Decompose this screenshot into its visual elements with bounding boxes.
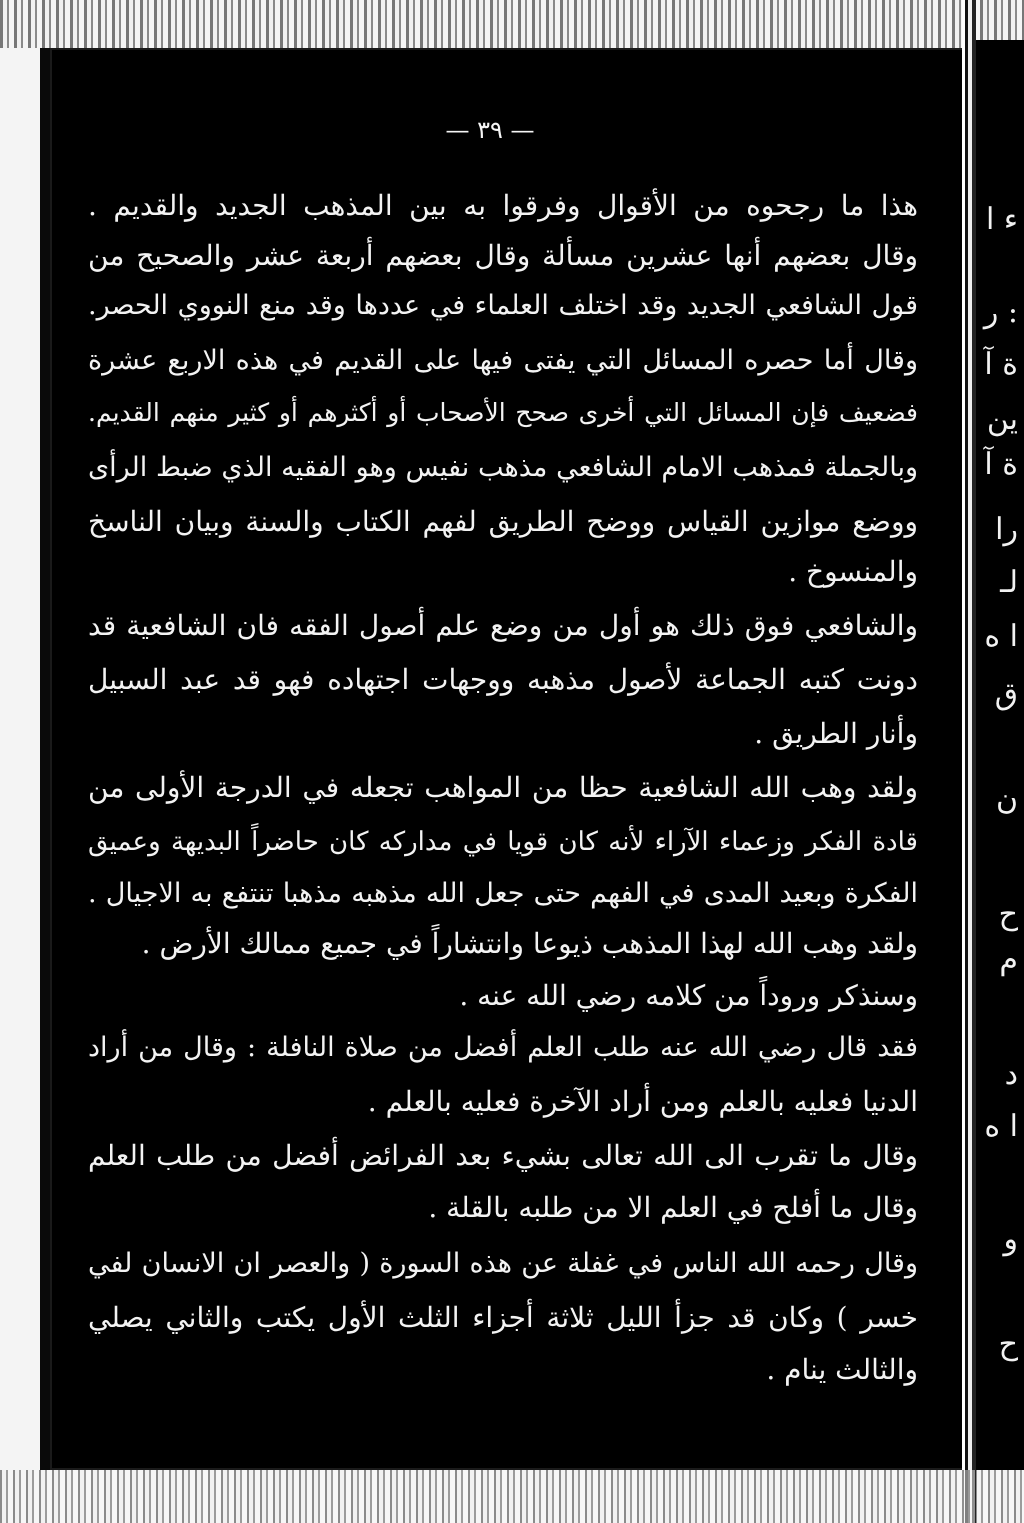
- adjacent-text-fragment: ح: [998, 897, 1018, 932]
- text-line: الفكرة وبعيد المدى في الفهم حتى جعل الله مذهبه مذهبا تنتفع به الاجيال .: [88, 878, 918, 909]
- text-line: هذا ما رجحوه من الأقوال وفرقوا به بين المذهب الجديد والقديم .: [88, 189, 918, 222]
- adjacent-text-fragment: ة آ: [984, 447, 1018, 482]
- adjacent-text-fragment: را: [995, 512, 1018, 547]
- adjacent-text-fragment: و: [1003, 1222, 1018, 1257]
- adjacent-text-fragment: لـ: [1000, 565, 1018, 600]
- adjacent-text-fragment: ق: [994, 677, 1018, 712]
- page-gutter: [962, 0, 976, 1523]
- adjacent-text-fragment: : ر: [983, 295, 1018, 330]
- text-line: وسنذكر وروداً من كلامه رضي الله عنه .: [459, 979, 918, 1012]
- text-line: قول الشافعي الجديد وقد اختلف العلماء في عددها وقد منع النووي الحصر.: [88, 290, 918, 321]
- adjacent-page-edge: [976, 40, 1024, 1470]
- text-line: ولقد وهب الله لهذا المذهب ذيوعا وانتشاراً في جميع ممالك الأرض .: [141, 927, 918, 960]
- adjacent-text-fragment: د: [1004, 1057, 1018, 1092]
- text-line: الدنيا فعليه بالعلم ومن أراد الآخرة فعليه بالعلم .: [367, 1085, 918, 1118]
- adjacent-text-fragment: ا ه: [984, 619, 1018, 654]
- text-line: قادة الفكر وزعماء الآراء لأنه كان قويا في مداركه كان حاضراً البديهة وعميق: [88, 827, 918, 857]
- adjacent-text-fragment: ح: [998, 1327, 1018, 1362]
- text-line: خسر ) وكان قد جزأ الليل ثلاثة أجزاء الثلث الأول يكتب والثاني يصلي: [88, 1301, 918, 1334]
- page-number: — ٣٩ —: [445, 116, 535, 144]
- text-line: فضعيف فإن المسائل التي أخرى صحح الأصحاب أو أكثرهم أو كثير منهم القديم.: [88, 398, 918, 427]
- text-line: والمنسوخ .: [788, 555, 918, 588]
- text-line: والشافعي فوق ذلك هو أول من وضع علم أصول الفقه فان الشافعية قد: [88, 609, 918, 642]
- adjacent-text-fragment: ا ه: [984, 1109, 1018, 1144]
- scan-border-top: [0, 0, 1024, 48]
- text-line: وقال أما حصره المسائل التي يفتى فيها على القديم في هذه الاربع عشرة: [88, 345, 918, 376]
- adjacent-text-fragment: ن: [995, 782, 1018, 817]
- text-line: ولقد وهب الله الشافعية حظا من المواهب تجعله في الدرجة الأولى من: [88, 771, 918, 804]
- adjacent-text-fragment: ين: [986, 402, 1018, 437]
- text-line: وبالجملة فمذهب الامام الشافعي مذهب نفيس وهو الفقيه الذي ضبط الرأى: [88, 452, 918, 483]
- scan-border-bottom: [0, 1470, 1024, 1523]
- text-line: وقال بعضهم أنها عشرين مسألة وقال بعضهم أربعة عشر والصحيح من: [88, 239, 918, 272]
- text-line: وقال رحمه الله الناس في غفلة عن هذه السورة ( والعصر ان الانسان لفي: [88, 1248, 918, 1279]
- text-line: والثالث ينام .: [766, 1353, 918, 1386]
- adjacent-text-fragment: ء ا: [986, 202, 1018, 237]
- text-line: وقال ما تقرب الى الله تعالى بشيء بعد الفرائض أفضل من طلب العلم: [88, 1139, 918, 1172]
- text-line: ووضع موازين القياس ووضح الطريق لفهم الكتاب والسنة وبيان الناسخ: [88, 505, 918, 538]
- adjacent-text-fragment: ة آ: [984, 347, 1018, 382]
- text-line: وأنار الطريق .: [754, 717, 918, 750]
- text-line: فقد قال رضي الله عنه طلب العلم أفضل من صلاة النافلة : وقال من أراد: [88, 1032, 918, 1063]
- text-line: دونت كتبه الجماعة لأصول مذهبه ووجهات اجتهاده فهو قد عبد السبيل: [88, 663, 918, 696]
- text-line: وقال ما أفلح في العلم الا من طلبه بالقلة .: [428, 1191, 918, 1224]
- adjacent-text-fragment: م: [999, 942, 1018, 977]
